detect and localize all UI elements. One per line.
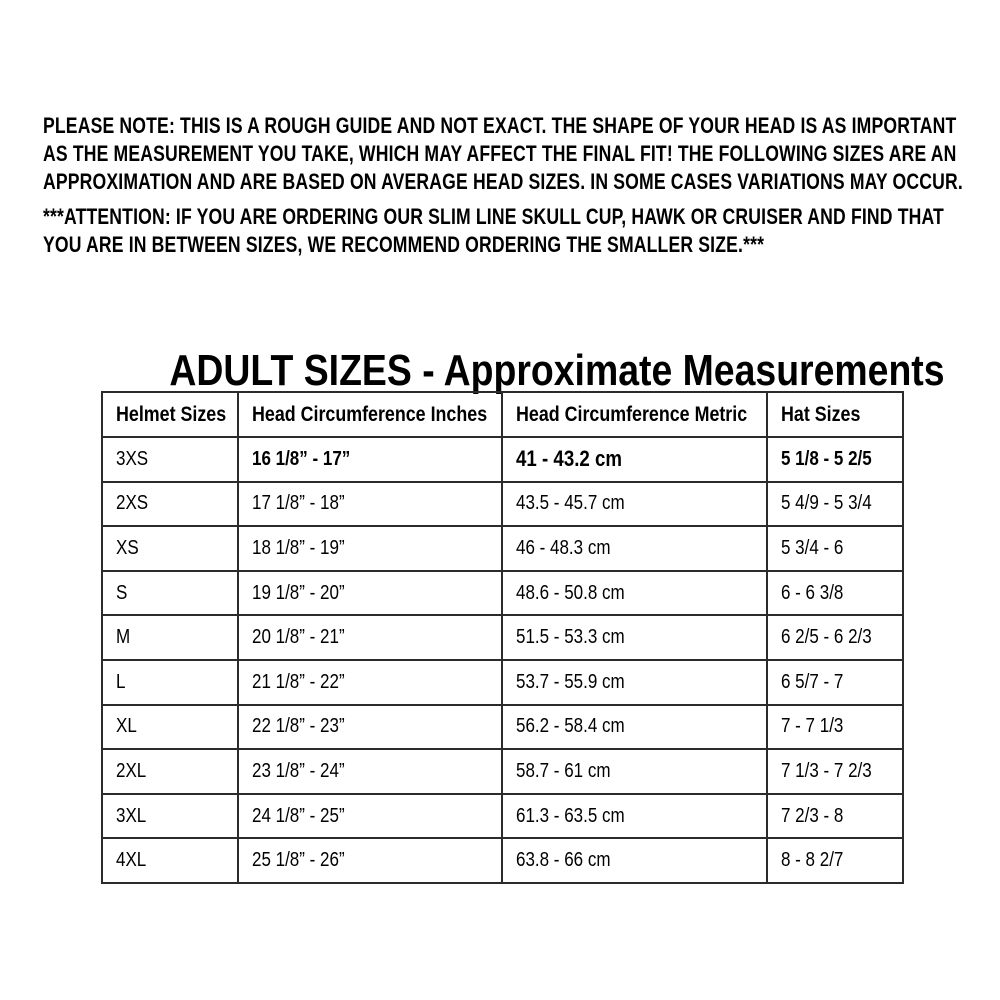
- metric-range-cell: [502, 526, 766, 571]
- column-header-label: Head Circumference Metric: [516, 402, 748, 426]
- column-header-helmet-sizes: [102, 392, 238, 437]
- column-header-hat-sizes: [767, 392, 903, 437]
- column-header-label: Hat Sizes: [780, 402, 861, 426]
- inches-range-cell: [238, 838, 502, 883]
- inches-range-cell: [238, 571, 502, 616]
- hat-size-cell: [767, 838, 903, 883]
- hat-size-cell: [767, 526, 903, 571]
- inches-range-cell: [238, 437, 502, 482]
- helmet-size-cell-value: 3XL: [116, 804, 147, 827]
- inches-range-cell: [238, 615, 502, 660]
- hat-size-cell-value: 5 4/9 - 5 3/4: [780, 492, 872, 515]
- helmet-size-cell-value: 4XL: [116, 849, 147, 872]
- hat-size-cell: [767, 437, 903, 482]
- metric-range-cell-value: 43.5 - 45.7 cm: [516, 492, 626, 515]
- attention-line: ***ATTENTION: IF YOU ARE ORDERING OUR SLIM LINE SKULL CUP, HAWK OR CRUISER AND FIND THAT: [43, 204, 944, 229]
- table-row: [102, 571, 903, 616]
- inches-range-cell: [238, 794, 502, 839]
- table-row: [102, 794, 903, 839]
- inches-range-cell-value: 21 1/8” - 22”: [252, 670, 345, 693]
- inches-range-cell-value: 17 1/8” - 18”: [252, 492, 345, 515]
- helmet-size-cell: [102, 749, 238, 794]
- helmet-size-cell: [102, 437, 238, 482]
- helmet-size-cell: [102, 571, 238, 616]
- metric-range-cell-value: 53.7 - 55.9 cm: [516, 670, 626, 693]
- inches-range-cell-value: 22 1/8” - 23”: [252, 715, 345, 738]
- hat-size-cell: [767, 571, 903, 616]
- inches-range-cell-value: 25 1/8” - 26”: [252, 849, 345, 872]
- metric-range-cell-value: 63.8 - 66 cm: [516, 849, 611, 872]
- metric-range-cell: [502, 838, 766, 883]
- metric-range-cell: [502, 660, 766, 705]
- helmet-size-cell-value: L: [116, 670, 126, 693]
- metric-range-cell: [502, 749, 766, 794]
- hat-size-cell-value: 6 2/5 - 6 2/3: [780, 626, 872, 649]
- hat-size-cell-value: 8 - 8 2/7: [780, 849, 844, 872]
- hat-size-cell: [767, 749, 903, 794]
- inches-range-cell: [238, 482, 502, 527]
- hat-size-cell-value: 7 - 7 1/3: [780, 715, 844, 738]
- helmet-size-cell-value: 3XS: [116, 447, 149, 470]
- helmet-size-cell: [102, 660, 238, 705]
- hat-size-cell-value: 7 2/3 - 8: [780, 804, 844, 827]
- table-row: [102, 615, 903, 660]
- hat-size-cell: [767, 794, 903, 839]
- helmet-size-cell: [102, 482, 238, 527]
- table-row: [102, 749, 903, 794]
- metric-range-cell-value: 48.6 - 50.8 cm: [516, 581, 626, 604]
- metric-range-cell-value: 41 - 43.2 cm: [516, 446, 623, 472]
- metric-range-cell-value: 56.2 - 58.4 cm: [516, 715, 626, 738]
- metric-range-cell-value: 51.5 - 53.3 cm: [516, 626, 626, 649]
- hat-size-cell-value: 6 - 6 3/8: [780, 581, 844, 604]
- inches-range-cell-value: 16 1/8” - 17”: [252, 447, 351, 470]
- inches-range-cell: [238, 660, 502, 705]
- size-table-body: [102, 437, 903, 883]
- hat-size-cell-value: 6 5/7 - 7: [780, 670, 844, 693]
- metric-range-cell-value: 58.7 - 61 cm: [516, 759, 611, 782]
- inches-range-cell-value: 20 1/8” - 21”: [252, 626, 345, 649]
- helmet-size-cell-value: 2XL: [116, 759, 147, 782]
- metric-range-cell: [502, 705, 766, 750]
- inches-range-cell-value: 24 1/8” - 25”: [252, 804, 345, 827]
- metric-range-cell: [502, 437, 766, 482]
- hat-size-cell: [767, 482, 903, 527]
- table-row: [102, 482, 903, 527]
- inches-range-cell: [238, 526, 502, 571]
- metric-range-cell: [502, 794, 766, 839]
- helmet-size-cell-value: S: [116, 581, 128, 604]
- column-header-head-circumference-metric: [502, 392, 766, 437]
- page-title: [101, 346, 945, 396]
- adult-sizes-table: [101, 391, 904, 884]
- helmet-size-cell-value: XS: [116, 536, 139, 559]
- attention-line: YOU ARE IN BETWEEN SIZES, WE RECOMMEND ORDERING THE SMALLER SIZE.***: [43, 232, 765, 257]
- hat-size-cell-value: 7 1/3 - 7 2/3: [780, 759, 872, 782]
- table-row: [102, 437, 903, 482]
- column-header-label: Helmet Sizes: [116, 402, 227, 426]
- metric-range-cell-value: 46 - 48.3 cm: [516, 536, 611, 559]
- metric-range-cell: [502, 482, 766, 527]
- helmet-size-cell-value: 2XS: [116, 492, 149, 515]
- metric-range-cell: [502, 615, 766, 660]
- table-row: [102, 838, 903, 883]
- helmet-size-cell-value: M: [116, 626, 131, 649]
- note-line: AS THE MEASUREMENT YOU TAKE, WHICH MAY AFFECT THE FINAL FIT! THE FOLLOWING SIZES ARE AN: [43, 141, 957, 166]
- helmet-size-cell-value: XL: [116, 715, 137, 738]
- hat-size-cell: [767, 705, 903, 750]
- inches-range-cell-value: 18 1/8” - 19”: [252, 536, 345, 559]
- column-header-head-circumference-inches: [238, 392, 502, 437]
- helmet-size-cell: [102, 526, 238, 571]
- table-row: [102, 705, 903, 750]
- please-note-paragraph: [43, 112, 1000, 196]
- inches-range-cell: [238, 749, 502, 794]
- attention-paragraph: [43, 203, 1000, 259]
- table-row: [102, 660, 903, 705]
- hat-size-cell-value: 5 3/4 - 6: [780, 536, 844, 559]
- hat-size-cell: [767, 615, 903, 660]
- metric-range-cell-value: 61.3 - 63.5 cm: [516, 804, 626, 827]
- table-row: [102, 526, 903, 571]
- metric-range-cell: [502, 571, 766, 616]
- inches-range-cell: [238, 705, 502, 750]
- inches-range-cell-value: 19 1/8” - 20”: [252, 581, 345, 604]
- table-header-row: [102, 392, 903, 437]
- hat-size-cell-value: 5 1/8 - 5 2/5: [780, 447, 872, 470]
- note-line: APPROXIMATION AND ARE BASED ON AVERAGE HEAD SIZES. IN SOME CASES VARIATIONS MAY OCCUR.: [43, 169, 963, 194]
- helmet-size-cell: [102, 794, 238, 839]
- column-header-label: Head Circumference Inches: [252, 402, 488, 426]
- helmet-size-cell: [102, 615, 238, 660]
- note-line: PLEASE NOTE: THIS IS A ROUGH GUIDE AND NOT EXACT. THE SHAPE OF YOUR HEAD IS AS IMPORTANT: [43, 113, 957, 138]
- helmet-size-cell: [102, 705, 238, 750]
- inches-range-cell-value: 23 1/8” - 24”: [252, 759, 345, 782]
- page-title-text: ADULT SIZES - Approximate Measurements: [169, 346, 945, 396]
- helmet-size-cell: [102, 838, 238, 883]
- hat-size-cell: [767, 660, 903, 705]
